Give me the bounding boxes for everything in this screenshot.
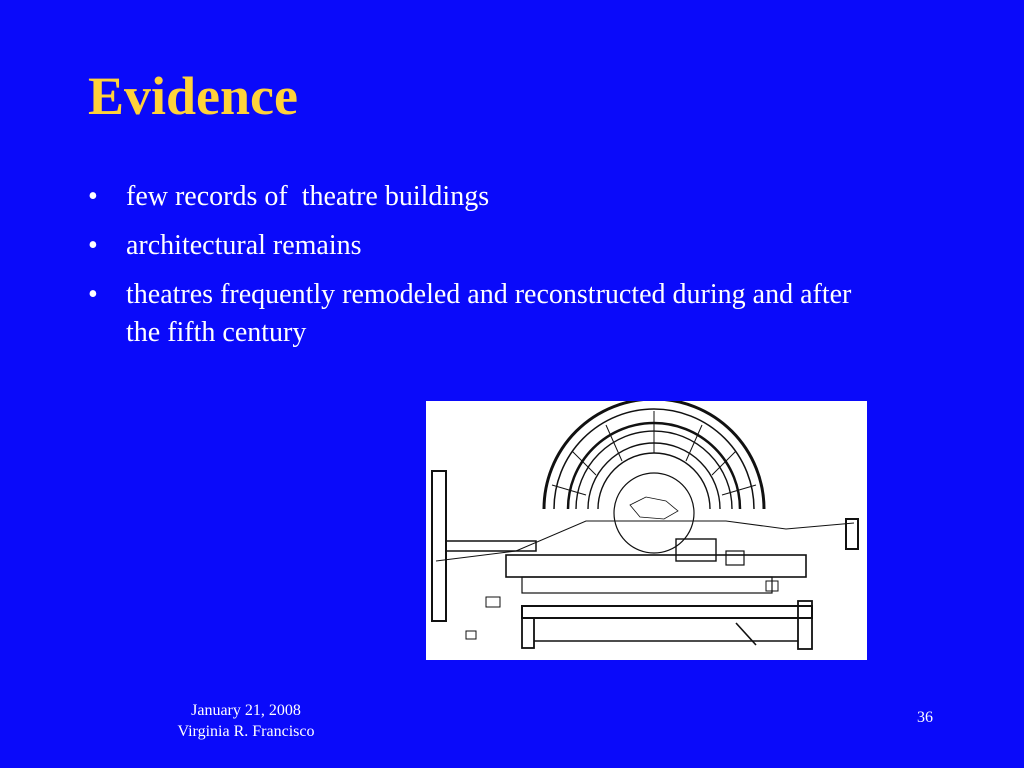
theatre-plan-image	[426, 401, 867, 660]
bullet-list	[88, 178, 868, 363]
bullet-text: architectural remains	[126, 230, 362, 261]
slide-title: Evidence	[88, 66, 298, 126]
page-number: 36	[917, 709, 933, 726]
bullet-text: few records of theatre buildings	[126, 181, 490, 212]
bullet-marker: •	[88, 230, 98, 261]
footer-date: January 21, 2008	[191, 702, 301, 719]
theatre-plan-drawing	[426, 401, 867, 660]
bullet-marker: •	[88, 279, 98, 310]
bullet-item	[88, 227, 868, 265]
footer-author: Virginia R. Francisco	[177, 723, 315, 740]
bullet-text: theatres frequently remodeled and reconstructed during and after the fifth century	[126, 279, 852, 348]
bullet-marker: •	[88, 181, 98, 212]
footer-info	[146, 700, 346, 742]
bullet-item	[88, 276, 868, 352]
bullet-item	[88, 178, 868, 216]
